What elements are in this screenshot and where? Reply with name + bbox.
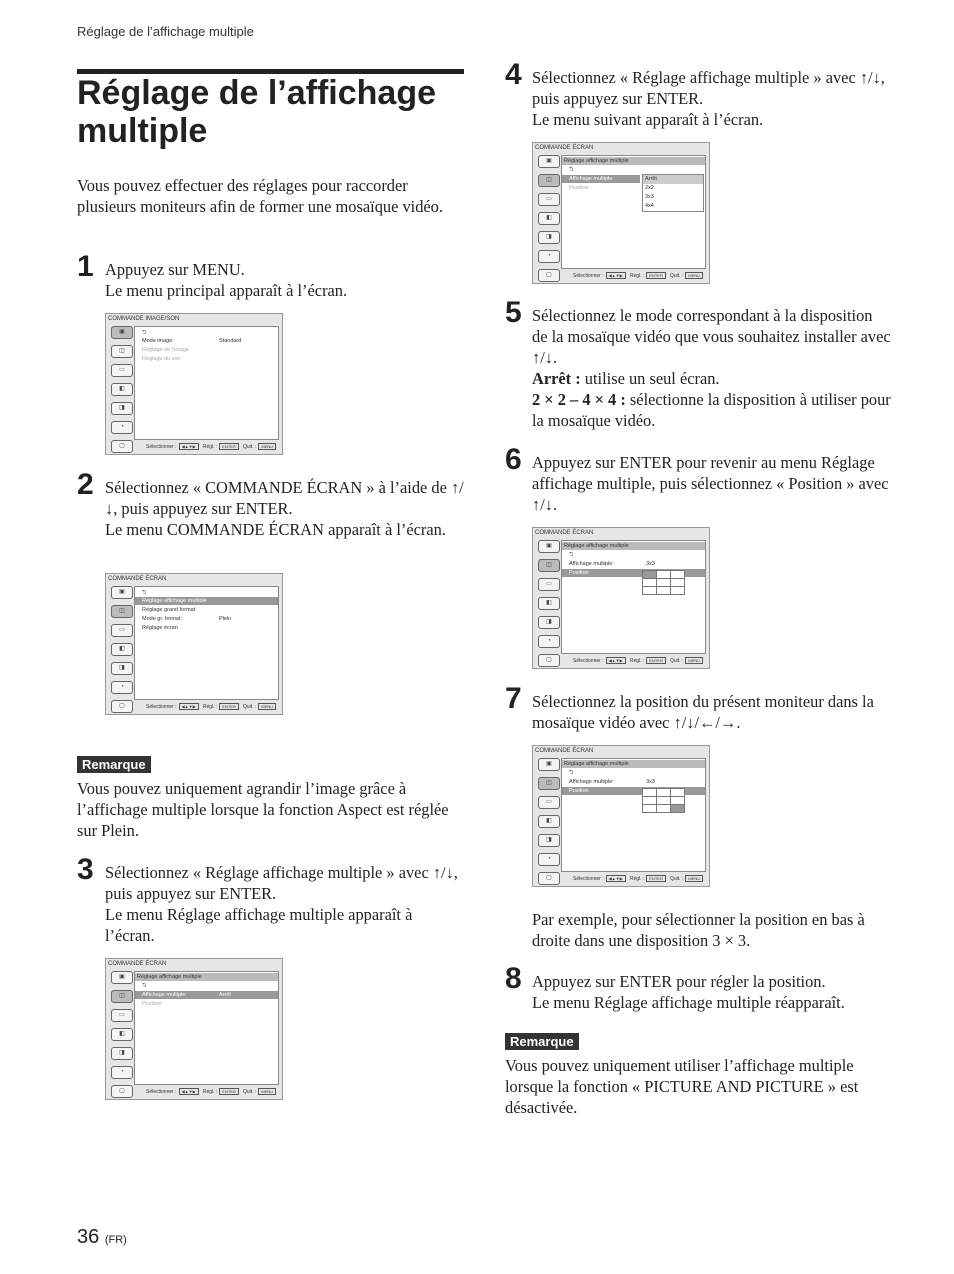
step-instruction: Appuyez sur MENU. [105, 260, 245, 279]
info-icon: ▢ [111, 1085, 133, 1098]
screen-multi-display-off [105, 958, 283, 1100]
step-number: 8 [505, 962, 522, 995]
option-icon: ◨ [111, 1047, 133, 1060]
option-item: Arrêt [643, 175, 703, 184]
screen-position-bottom-right [532, 745, 710, 887]
step-number: 4 [505, 58, 522, 91]
menu-row: Position [142, 1001, 162, 1007]
menu-row: Mode image: Standard [142, 338, 242, 344]
picture-sound-icon: ▣ [538, 155, 560, 168]
menu-row: Mode gr. format: Plein [142, 616, 232, 622]
menu-row: Réglage grand format [142, 607, 196, 613]
option-icon: ◨ [538, 616, 560, 629]
step-text [532, 67, 892, 130]
menu-row: Réglage de l’image [142, 347, 190, 353]
step-instruction: Sélectionnez la position du présent moniteur dans la mosaïque vidéo avec ↑/↓/←/→. [532, 692, 874, 732]
page-title: Réglage de l’affichage multiple [77, 74, 436, 150]
step-text [532, 971, 894, 1013]
running-header: Réglage de l’affichage multiple [77, 24, 254, 39]
menu-row: Position [562, 787, 705, 795]
menu-row: Affichage multiple: 3x3 [569, 779, 655, 785]
menu-row: Affichage multiple: 3x3 [569, 561, 655, 567]
info-icon: ▢ [111, 440, 133, 453]
picture-sound-icon: ▣ [111, 971, 133, 984]
remark-badge: Remarque [77, 756, 151, 774]
option-icon: ◨ [111, 662, 133, 675]
screen-icon: ◫ [538, 559, 560, 572]
step-off-desc: Arrêt : utilise un seul écran. [532, 369, 720, 388]
menu-row: Réglage du son [142, 356, 181, 362]
remark-text: Vous pouvez uniquement agrandir l’image grâce à l’affichage multiple lorsque la fonction Aspect est réglée sur Plein. [77, 779, 449, 840]
screen-icon: ◫ [111, 345, 133, 358]
menu-pane [134, 971, 279, 1085]
setup-icon: ◧ [111, 383, 133, 396]
screen-icon: ◫ [538, 174, 560, 187]
option-icon: ◨ [111, 402, 133, 415]
example-text: Par exemple, pour sélectionner la position en bas à droite dans une disposition 3 × 3. [532, 910, 865, 950]
step-result: Le menu Réglage affichage multiple apparaît à l’écran. [105, 905, 413, 945]
step-number: 6 [505, 443, 522, 476]
option-item: 4x4 [645, 203, 654, 209]
page-number: 36 (FR) [77, 1226, 127, 1248]
screen-label: COMMANDE ÉCRAN [108, 576, 167, 582]
menu-pane [561, 540, 706, 654]
screen-icon: ◫ [111, 605, 133, 618]
step-number: 5 [505, 296, 522, 329]
menu-icons [535, 540, 561, 663]
clock-icon: ◔ [111, 1066, 133, 1079]
screen-label: COMMANDE ÉCRAN [108, 961, 167, 967]
submenu-title: Réglage affichage multiple [562, 157, 705, 165]
menu-row: ⮌ [142, 330, 147, 336]
menu-pane [134, 326, 279, 440]
screen-icon: ◫ [538, 777, 560, 790]
setup-icon: ◧ [111, 1028, 133, 1041]
menu-row: ⮌ [142, 983, 147, 989]
setup-icon: ◧ [538, 597, 560, 610]
menu-row: Position [569, 185, 589, 191]
step-text [105, 259, 465, 301]
menu-row: Affichage multiple: [562, 175, 640, 183]
submenu-title: Réglage affichage multiple [135, 973, 278, 981]
screen-footer: Sélectionner : ◀▲▼▶ Régl. : ENTER Quit. : MENU [573, 875, 705, 884]
menu-pane [134, 586, 279, 700]
info-icon: ▢ [538, 269, 560, 282]
menu-row: ⮌ [569, 552, 574, 558]
menu-pane [561, 758, 706, 872]
position-grid [642, 788, 685, 813]
menu-row: Affichage multiple: Arrêt [135, 991, 278, 999]
menu-icons [108, 586, 134, 709]
screen-main-menu [105, 313, 283, 455]
menu-row: ⮌ [569, 770, 574, 776]
step-instruction: Sélectionnez « Réglage affichage multiple » avec ↑/↓, puis appuyez sur ENTER. [105, 863, 458, 903]
screen-footer: Sélectionner : ◀▲▼▶ Régl. : ENTER Quit. : MENU [146, 443, 278, 452]
info-icon: ▢ [111, 700, 133, 713]
step-number: 7 [505, 682, 522, 715]
info-icon: ▢ [538, 872, 560, 885]
menu-row: ⮌ [569, 167, 574, 173]
menu-icons [535, 758, 561, 881]
screen-label: COMMANDE IMAGE/SON [108, 316, 180, 322]
step-text [105, 477, 465, 540]
step-text [105, 862, 465, 946]
screen-footer: Sélectionner : ◀▲▼▶ Régl. : ENTER Quit. : MENU [573, 272, 705, 281]
screen-position-3x3 [532, 527, 710, 669]
clock-icon: ◔ [111, 681, 133, 694]
info-icon: ▢ [538, 654, 560, 667]
menu-icons [108, 971, 134, 1094]
input-icon: ▭ [538, 578, 560, 591]
option-icon: ◨ [538, 834, 560, 847]
screen-footer: Sélectionner : ◀▲▼▶ Régl. : ENTER Quit. : MENU [146, 1088, 278, 1097]
remark-badge: Remarque [505, 1033, 579, 1051]
screen-label: COMMANDE ÉCRAN [535, 748, 594, 754]
picture-sound-icon: ▣ [538, 540, 560, 553]
step-instruction: Appuyez sur ENTER pour revenir au menu Réglage affichage multiple, puis sélectionnez « Position » avec ↑/↓. [532, 453, 889, 514]
menu-pane [561, 155, 706, 269]
step-result: Le menu principal apparaît à l’écran. [105, 281, 348, 300]
remark-text: Vous pouvez uniquement utiliser l’affichage multiple lorsque la fonction « PICTURE AND PICTURE » est désactivée. [505, 1056, 859, 1117]
menu-icons [108, 326, 134, 449]
clock-icon: ◔ [538, 250, 560, 263]
screen-icon: ◫ [111, 990, 133, 1003]
screen-footer: Sélectionner : ◀▲▼▶ Régl. : ENTER Quit. : MENU [146, 703, 278, 712]
menu-icons [535, 155, 561, 278]
position-grid [642, 570, 685, 595]
submenu-title: Réglage affichage multiple [562, 760, 705, 768]
options-dropdown [642, 174, 704, 212]
step-result: Le menu suivant apparaît à l’écran. [532, 110, 764, 129]
menu-row: ⮌ [142, 590, 147, 596]
clock-icon: ◔ [111, 421, 133, 434]
step-instruction: Sélectionnez le mode correspondant à la disposition de la mosaïque vidéo que vous souhaitez installer avec ↑/↓. [532, 306, 891, 367]
step-result: Le menu COMMANDE ÉCRAN apparaît à l’écran. [105, 520, 446, 539]
input-icon: ▭ [538, 796, 560, 809]
input-icon: ▭ [538, 193, 560, 206]
option-icon: ◨ [538, 231, 560, 244]
input-icon: ▭ [111, 1009, 133, 1022]
screen-footer: Sélectionner : ◀▲▼▶ Régl. : ENTER Quit. : MENU [573, 657, 705, 666]
menu-row: Position [562, 569, 705, 577]
step-instruction: Sélectionnez « COMMANDE ÉCRAN » à l’aide de ↑/↓, puis appuyez sur ENTER. [105, 478, 464, 518]
option-item: 3x3 [645, 194, 654, 200]
picture-sound-icon: ▣ [111, 326, 133, 339]
step-number: 3 [77, 853, 94, 886]
input-icon: ▭ [111, 624, 133, 637]
clock-icon: ◔ [538, 853, 560, 866]
menu-row: Réglage affichage multiple [135, 597, 278, 605]
step-instruction: Appuyez sur ENTER pour régler la position. [532, 972, 826, 991]
step-result: Le menu Réglage affichage multiple réapparaît. [532, 993, 845, 1012]
setup-icon: ◧ [538, 212, 560, 225]
picture-sound-icon: ▣ [538, 758, 560, 771]
submenu-title: Réglage affichage multiple [562, 542, 705, 550]
picture-sound-icon: ▣ [111, 586, 133, 599]
menu-row: Réglage écran [142, 625, 178, 631]
step-number: 1 [77, 250, 94, 283]
screen-label: COMMANDE ÉCRAN [535, 530, 594, 536]
screen-label: COMMANDE ÉCRAN [535, 145, 594, 151]
step-grid-desc: 2 × 2 – 4 × 4 : sélectionne la disposition à utiliser pour la mosaïque vidéo. [532, 390, 891, 430]
input-icon: ▭ [111, 364, 133, 377]
option-item: 2x2 [645, 185, 654, 191]
intro-text: Vous pouvez effectuer des réglages pour raccorder plusieurs moniteurs afin de former une mosaïque vidéo. [77, 176, 443, 216]
screen-commande-ecran [105, 573, 283, 715]
step-instruction: Sélectionnez « Réglage affichage multiple » avec ↑/↓, puis appuyez sur ENTER. [532, 68, 885, 108]
setup-icon: ◧ [538, 815, 560, 828]
step-text [532, 305, 892, 431]
screen-multi-display-options [532, 142, 710, 284]
clock-icon: ◔ [538, 635, 560, 648]
step-number: 2 [77, 468, 94, 501]
setup-icon: ◧ [111, 643, 133, 656]
